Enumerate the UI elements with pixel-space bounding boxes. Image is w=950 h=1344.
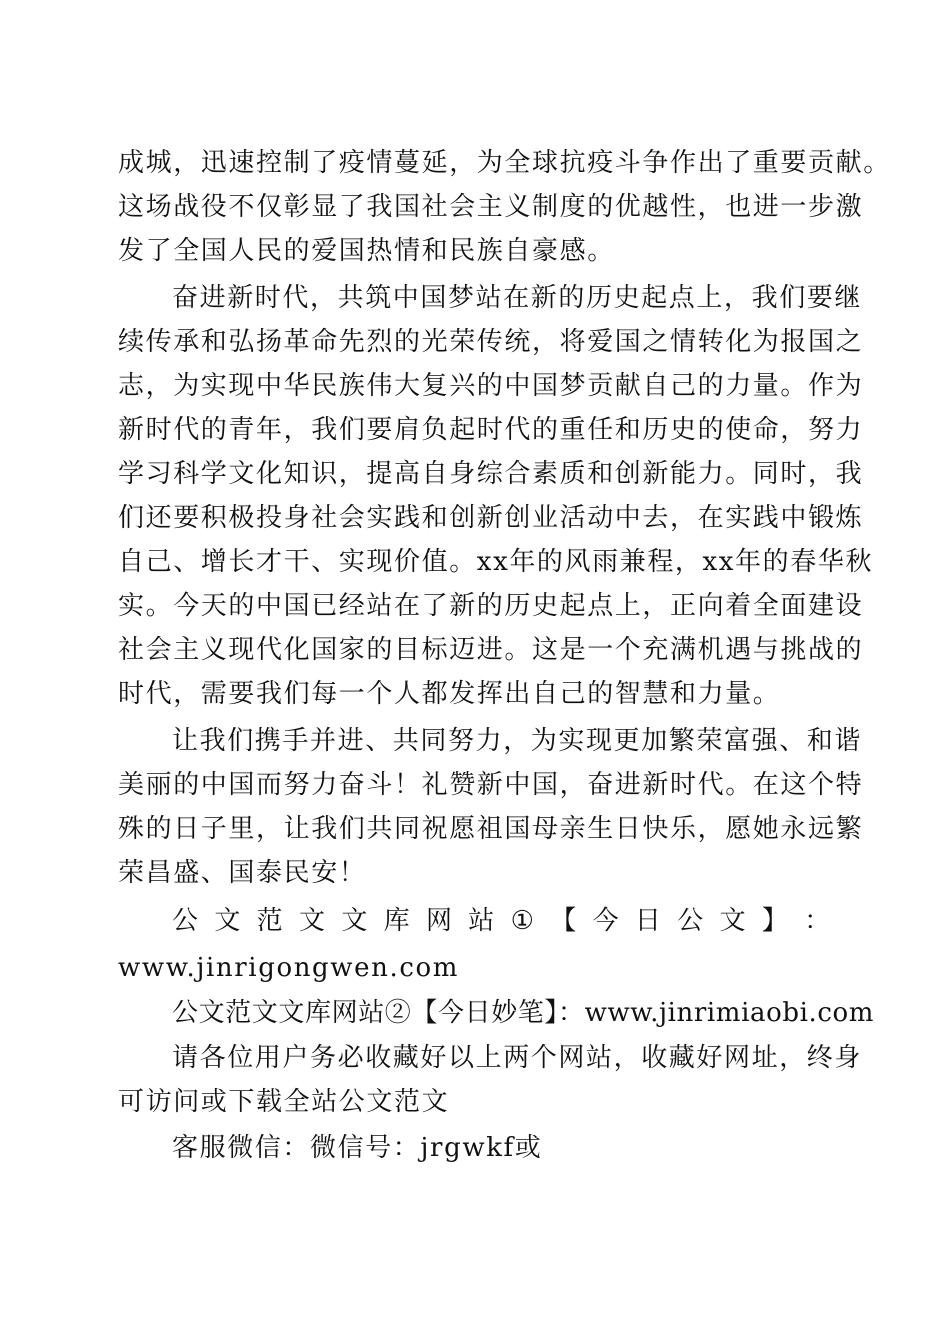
site1-char: 文 bbox=[719, 906, 748, 936]
site1-char: 公 bbox=[677, 906, 705, 936]
notice-line-1: 请各位用户务必收藏好以上两个网站，收藏好网址，终身 bbox=[172, 1043, 863, 1073]
paragraph-3-line-2: 美丽的中国而努力奋斗！礼赞新中国，奋进新时代。在这个特 bbox=[118, 770, 864, 800]
paragraph-1-line-2: 这场战役不仅彰显了我国社会主义制度的优越性，也进一步激 bbox=[118, 192, 864, 222]
paragraph-2-line-1: 奋进新时代，共筑中国梦站在新的历史起点上，我们要继 bbox=[172, 283, 863, 313]
site1-char: 网 bbox=[425, 906, 454, 936]
site1-char: 【 bbox=[550, 906, 578, 936]
site1-char: 】 bbox=[761, 906, 790, 936]
site1-label bbox=[172, 906, 832, 936]
site1-char: 范 bbox=[256, 906, 285, 936]
site1-char: 今 bbox=[592, 906, 621, 936]
site1-url[interactable]: www.jinrigongwen.com bbox=[118, 953, 460, 983]
notice-line-2: 可访问或下载全站公文范文 bbox=[118, 1087, 450, 1117]
paragraph-2-line-3: 志，为实现中华民族伟大复兴的中国梦贡献自己的力量。作为 bbox=[118, 371, 864, 401]
paragraph-2-line-2: 续传承和弘扬革命先烈的光荣传统，将爱国之情转化为报国之 bbox=[118, 327, 864, 357]
site1-char: 公 bbox=[172, 906, 200, 936]
paragraph-2-line-9: 社会主义现代化国家的目标迈进。这是一个充满机遇与挑战的 bbox=[118, 635, 864, 665]
site1-char: ： bbox=[804, 906, 832, 936]
paragraph-1-line-3: 发了全国人民的爱国热情和民族自豪感。 bbox=[118, 236, 615, 266]
paragraph-2-line-4: 新时代的青年，我们要肩负起时代的重任和历史的使命，努力 bbox=[118, 415, 864, 445]
site2-line[interactable]: 公文范文文库网站②【今日妙笔】：www.jinrimiaobi.com bbox=[172, 998, 875, 1028]
site1-char: 库 bbox=[383, 906, 412, 936]
paragraph-2-line-7: 自己、增长才干、实现价值。xx年的风雨兼程，xx年的春华秋 bbox=[118, 547, 874, 577]
paragraph-3-line-3: 殊的日子里，让我们共同祝愿祖国母亲生日快乐，愿她永远繁 bbox=[118, 814, 864, 844]
site1-char: 站 bbox=[468, 906, 496, 936]
customer-service-line: 客服微信：微信号：jrgwkf或 bbox=[172, 1133, 543, 1163]
paragraph-2-line-5: 学习科学文化知识，提高自身综合素质和创新能力。同时，我 bbox=[118, 459, 864, 489]
site1-char: 文 bbox=[214, 906, 242, 936]
site1-char: 文 bbox=[298, 906, 327, 936]
site1-char: ① bbox=[510, 906, 536, 936]
paragraph-2-line-8: 实。今天的中国已经站在了新的历史起点上，正向着全面建设 bbox=[118, 591, 864, 621]
paragraph-2-line-10: 时代，需要我们每一个人都发挥出自己的智慧和力量。 bbox=[118, 679, 781, 709]
paragraph-2-line-6: 们还要积极投身社会实践和创新创业活动中去，在实践中锻炼 bbox=[118, 503, 864, 533]
site1-char: 日 bbox=[634, 906, 663, 936]
paragraph-3-line-1: 让我们携手并进、共同努力，为实现更加繁荣富强、和谐 bbox=[172, 726, 863, 756]
site1-char: 文 bbox=[341, 906, 369, 936]
paragraph-3-line-4: 荣昌盛、国泰民安！ bbox=[118, 858, 367, 888]
paragraph-1-line-1: 成城，迅速控制了疫情蔓延，为全球抗疫斗争作出了重要贡献。 bbox=[118, 148, 891, 178]
